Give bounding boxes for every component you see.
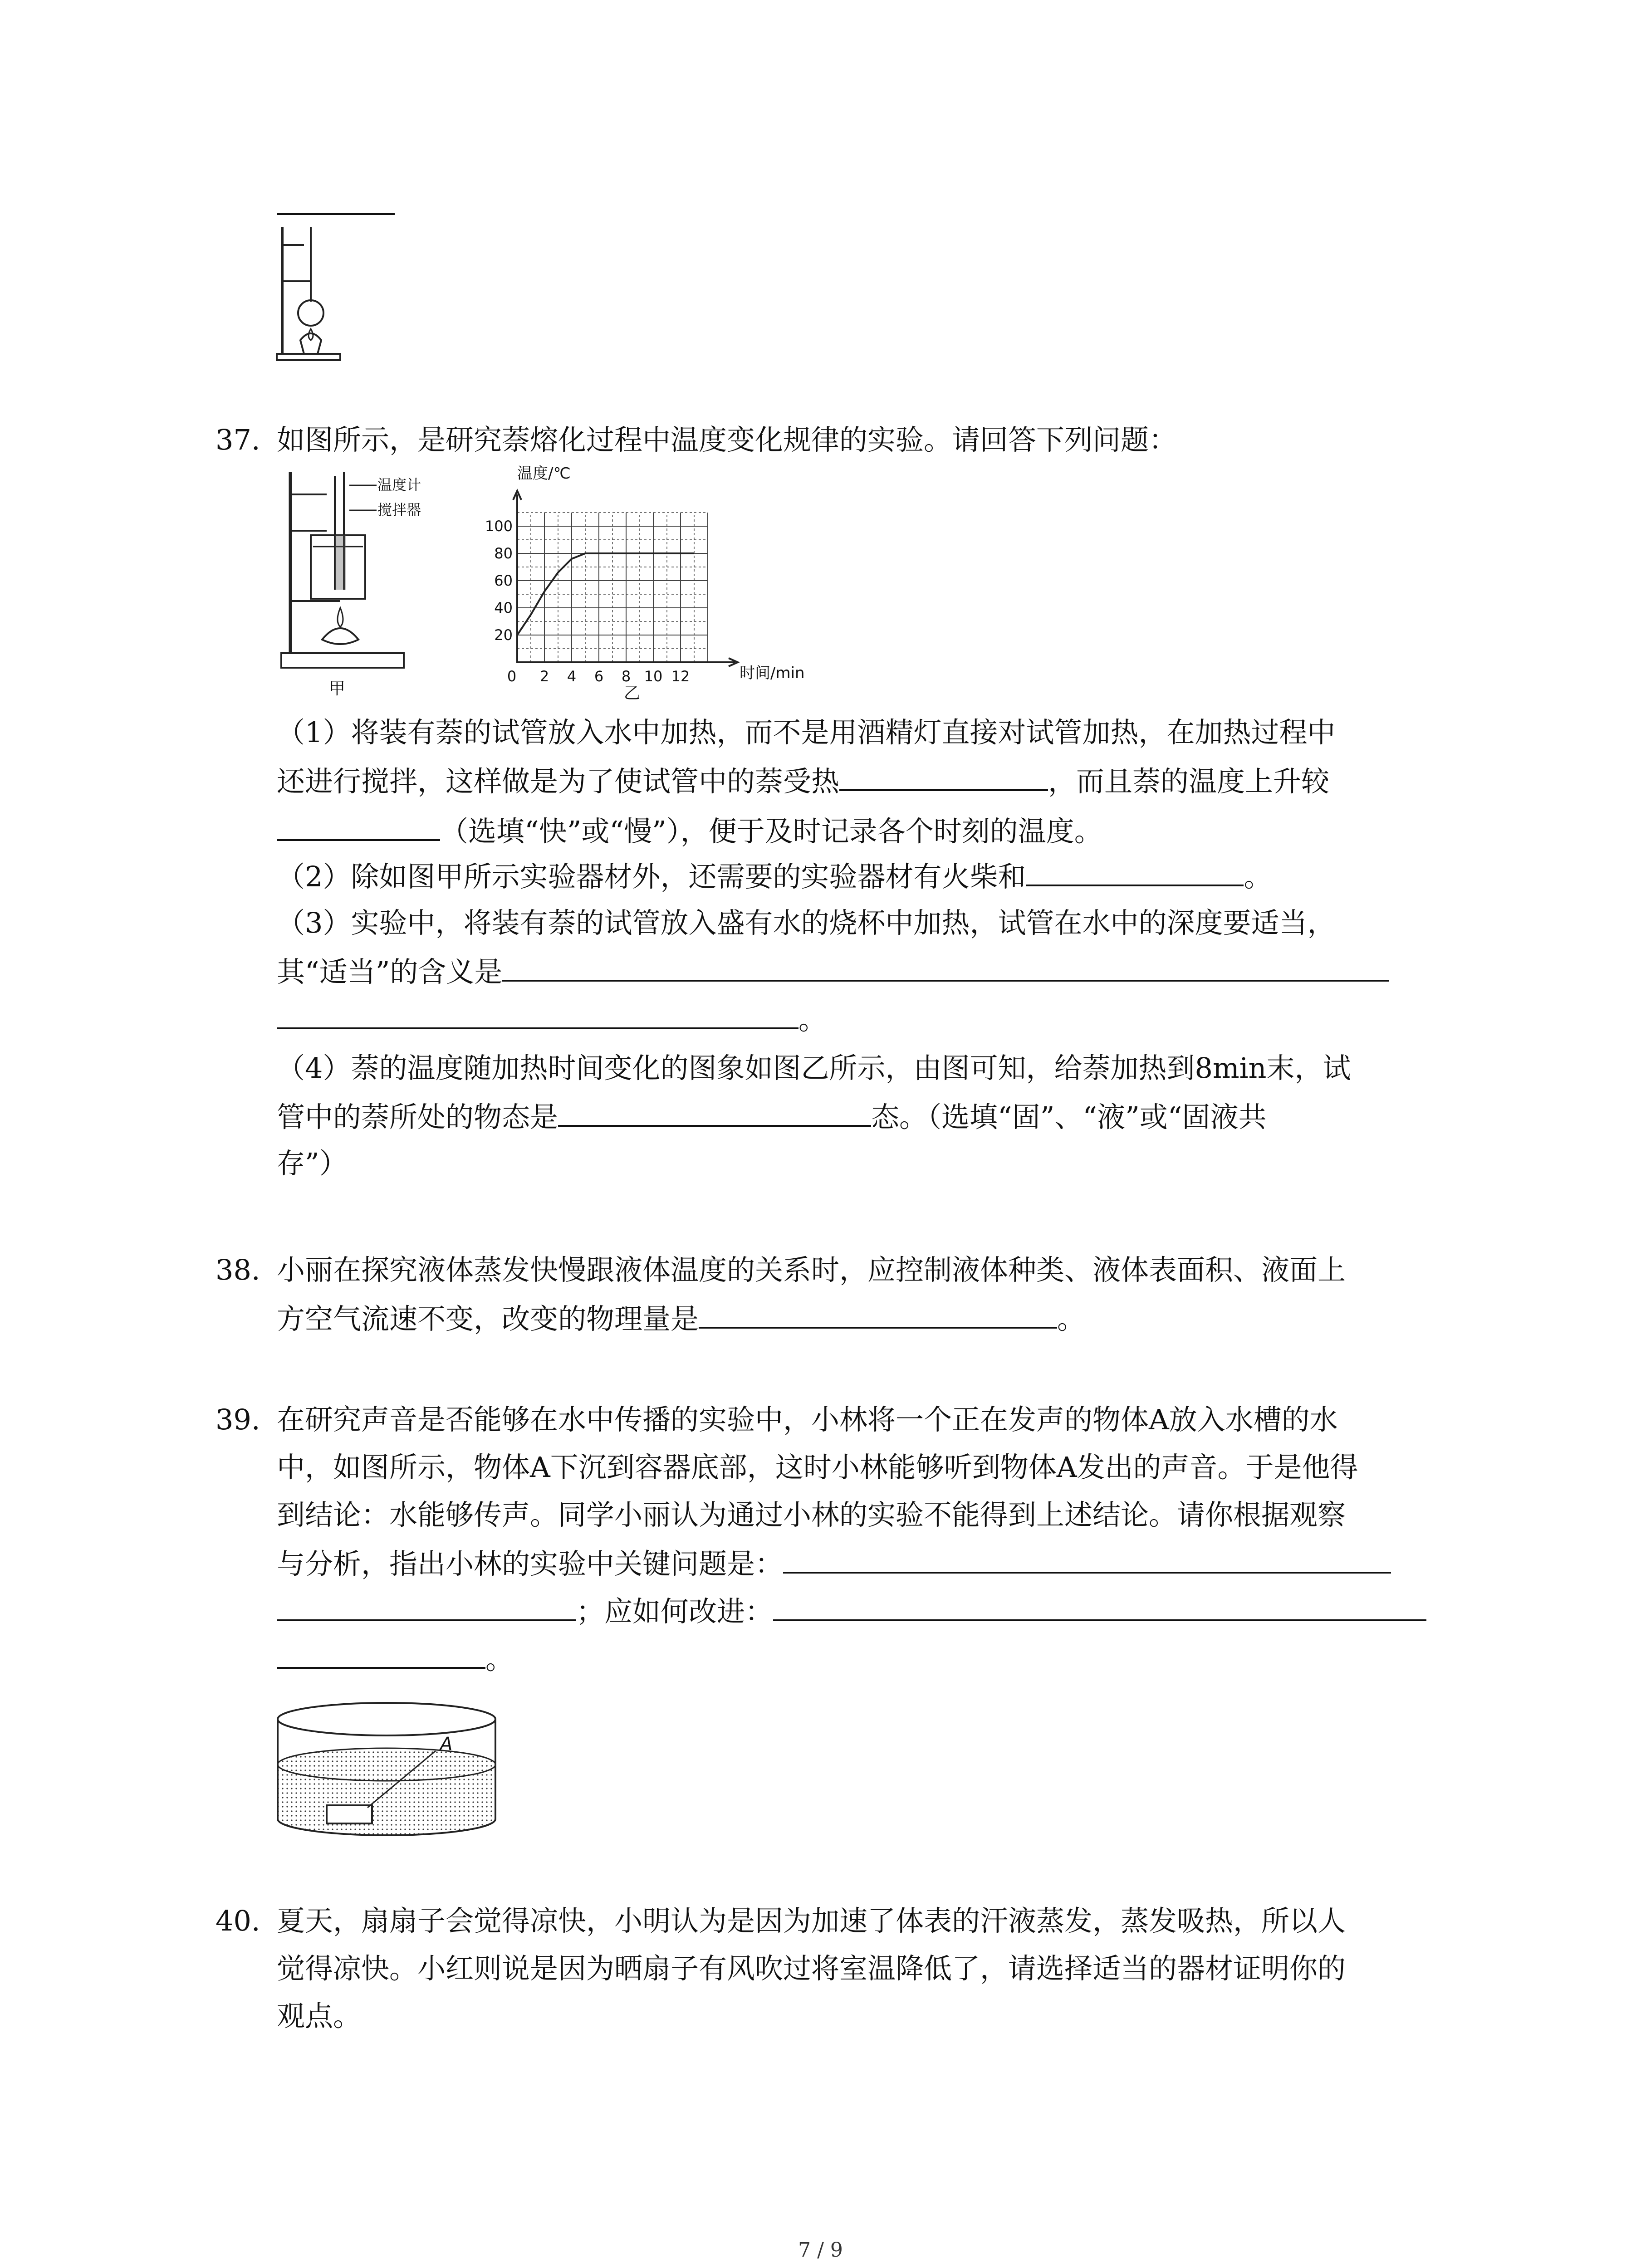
chart-origin-label: 0 bbox=[507, 668, 517, 685]
label-thermometer: 温度计 bbox=[377, 476, 421, 494]
q39-line5 bbox=[277, 1592, 1426, 1630]
question-37-number: 37. bbox=[216, 423, 260, 456]
q38-answer-blank[interactable] bbox=[699, 1300, 1057, 1329]
chart-y-tick-label: 60 bbox=[494, 572, 513, 589]
question-37-stem: 如图所示，是研究萘熔化过程中温度变化规律的实验。请回答下列问题： bbox=[277, 423, 1177, 456]
q37-part3-text: 其“适当”的含义是 bbox=[277, 955, 503, 988]
q39-line6 bbox=[277, 1640, 514, 1677]
q40-line3: 观点。 bbox=[277, 1999, 362, 2033]
chart-xlabel: 时间/min bbox=[740, 664, 805, 682]
chart-y-tick-label: 100 bbox=[485, 518, 513, 535]
q38-text: 方空气流速不变，改变的物理量是 bbox=[277, 1302, 699, 1335]
q40-line2: 觉得凉快。小红则说是因为晒扇子有风吹过将室温降低了，请选择适当的器材证明你的 bbox=[277, 1952, 1346, 1985]
q37-answer-blank-4[interactable] bbox=[502, 953, 1389, 982]
q37-part3-end: 。 bbox=[798, 1003, 827, 1036]
q39-answer-blank-1[interactable] bbox=[783, 1545, 1391, 1574]
q38-end: 。 bbox=[1057, 1302, 1086, 1335]
q38-line2 bbox=[277, 1300, 1085, 1337]
chart-ylabel: 温度/℃ bbox=[517, 464, 571, 483]
figure-jia-apparatus bbox=[272, 467, 422, 721]
chart-x-tick-label: 6 bbox=[594, 668, 604, 685]
chart-x-tick-label: 10 bbox=[644, 668, 663, 685]
label-stirrer: 搅拌器 bbox=[377, 501, 421, 518]
figure-jia-caption: 甲 bbox=[329, 679, 346, 698]
q37-part1-line1: （1）将装有萘的试管放入水中加热，而不是用酒精灯直接对试管加热，在加热过程中 bbox=[277, 716, 1336, 749]
question-39-number: 39. bbox=[216, 1403, 260, 1436]
q37-part1-line3 bbox=[277, 812, 1102, 850]
q39-line2: 中，如图所示，物体A下沉到容器底部，这时小林能够听到物体A发出的声音。于是他得 bbox=[277, 1451, 1358, 1484]
chart-x-tick-label: 2 bbox=[539, 668, 549, 685]
chart-x-tick-label: 12 bbox=[671, 668, 690, 685]
chart-x-tick-label: 8 bbox=[621, 668, 631, 685]
q37-part4-line2 bbox=[277, 1098, 1267, 1135]
q37-part4-line3: 存”） bbox=[277, 1147, 348, 1180]
q39-line1: 在研究声音是否能够在水中传播的实验中，小林将一个正在发声的物体A放入水槽的水 bbox=[277, 1403, 1338, 1436]
q37-part3-line3 bbox=[277, 1000, 827, 1038]
q40-line1: 夏天，扇扇子会觉得凉快，小明认为是因为加速了体表的汗液蒸发，蒸发吸热，所以人 bbox=[277, 1904, 1346, 1937]
q37-part3-line2 bbox=[277, 953, 1389, 990]
q39-text-d: 与分析，指出小林的实验中关键问题是： bbox=[277, 1547, 784, 1580]
chart-y-tick-label: 80 bbox=[494, 545, 513, 562]
q37-part4-text-a: 管中的萘所处的物态是 bbox=[277, 1100, 558, 1134]
q37-answer-blank-1[interactable] bbox=[839, 762, 1048, 791]
q38-line1: 小丽在探究液体蒸发快慢跟液体温度的关系时，应控制液体种类、液体表面积、液面上 bbox=[277, 1253, 1346, 1286]
q39-water-tank-figure bbox=[272, 1696, 508, 1842]
prev-apparatus-figure bbox=[272, 218, 345, 367]
q39-line4 bbox=[277, 1545, 1391, 1582]
chart-x-tick-label: 4 bbox=[567, 668, 577, 685]
q37-part2-text: （2）除如图甲所示实验器材外，还需要的实验器材有火柴和 bbox=[277, 860, 1026, 893]
q37-part4-text-b: 态。（选填“固”、“液”或“固液共 bbox=[871, 1100, 1267, 1134]
q37-part2-line bbox=[277, 857, 1272, 895]
q37-answer-blank-2[interactable] bbox=[277, 812, 440, 841]
q39-answer-blank-1-cont[interactable] bbox=[277, 1592, 576, 1621]
q39-answer-blank-2[interactable] bbox=[773, 1592, 1426, 1621]
q37-part1-text-a: 还进行搅拌，这样做是为了使试管中的萘受热 bbox=[277, 765, 840, 798]
q37-part1-text-c: （选填“快”或“慢”），便于及时记录各个时刻的温度。 bbox=[440, 815, 1102, 848]
question-38-number: 38. bbox=[216, 1253, 260, 1286]
q39-line3: 到结论：水能够传声。同学小丽认为通过小林的实验不能得到上述结论。请你根据观察 bbox=[277, 1498, 1346, 1531]
figure-yi-chart bbox=[467, 458, 821, 712]
q37-part3-line1: （3）实验中，将装有萘的试管放入盛有水的烧杯中加热，试管在水中的深度要适当， bbox=[277, 906, 1336, 939]
q39-text-e: ；应如何改进： bbox=[576, 1595, 774, 1628]
q37-part4-line1: （4）萘的温度随加热时间变化的图象如图乙所示，由图可知，给萘加热到8min末，试 bbox=[277, 1051, 1351, 1085]
q37-part2-end: 。 bbox=[1244, 860, 1272, 893]
q37-answer-blank-4-cont[interactable] bbox=[277, 1000, 798, 1029]
chart-y-tick-label: 20 bbox=[494, 626, 513, 644]
q37-part1-text-b: ，而且萘的温度上升较 bbox=[1048, 765, 1330, 798]
q37-answer-blank-5[interactable] bbox=[558, 1098, 871, 1127]
q39-end: 。 bbox=[485, 1642, 514, 1676]
object-a bbox=[327, 1805, 372, 1823]
q37-part1-line2 bbox=[277, 762, 1329, 800]
q39-answer-blank-2-cont[interactable] bbox=[277, 1640, 485, 1669]
page-number: 7 / 9 bbox=[798, 2239, 843, 2262]
chart-y-tick-label: 40 bbox=[494, 599, 513, 616]
q37-answer-blank-3[interactable] bbox=[1026, 857, 1244, 886]
question-40-number: 40. bbox=[216, 1904, 260, 1937]
figure-yi-caption: 乙 bbox=[624, 684, 641, 703]
prev-question-answer-line bbox=[277, 213, 395, 215]
object-a-label: A bbox=[440, 1734, 453, 1755]
